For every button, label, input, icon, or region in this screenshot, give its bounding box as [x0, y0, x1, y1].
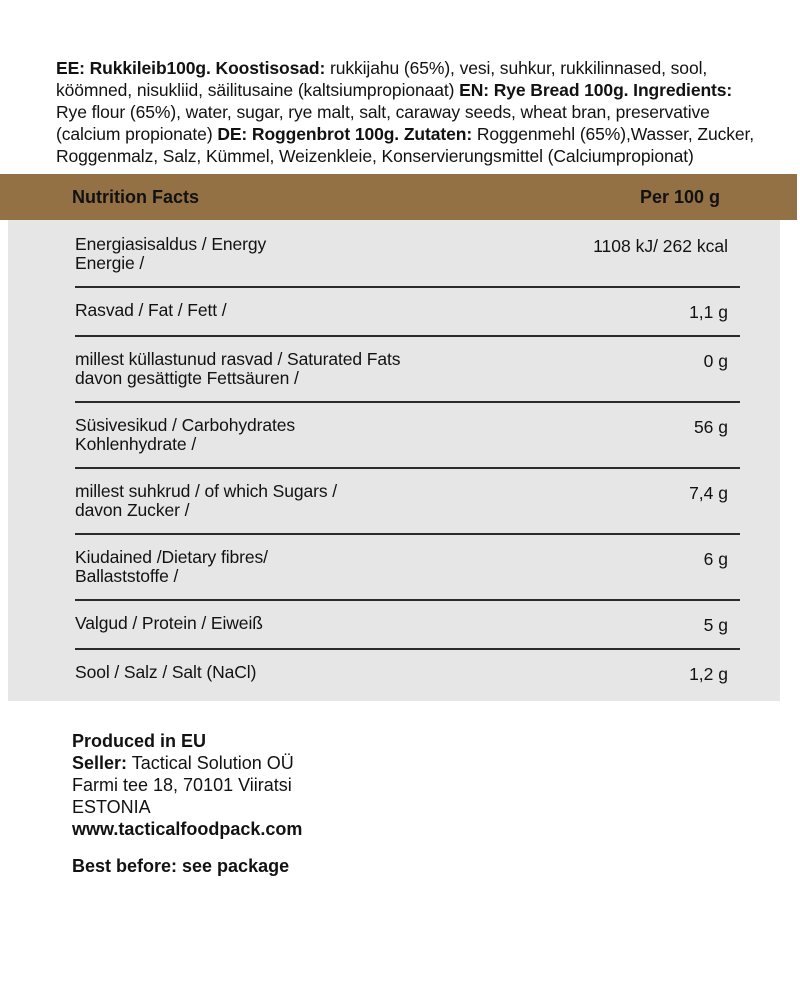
nutrient-label-line: davon Zucker / [75, 500, 190, 520]
nutrient-value: 0 g [703, 351, 728, 371]
nutrient-value: 1108 kJ/ 262 kcal [593, 236, 728, 256]
per-100g-label: Per 100 g [639, 186, 720, 207]
nutrient-label-line: Kiudained /Dietary fibres/ [75, 547, 268, 567]
footer-line-segment: Seller: [72, 753, 128, 773]
nutrient-label [75, 350, 400, 388]
nutrient-label-line: millest küllastunud rasvad / Saturated Fats [75, 349, 401, 369]
footer-line [72, 855, 800, 877]
nutrient-label [75, 548, 268, 586]
nutrient-label [75, 614, 263, 633]
nutrient-label [75, 663, 256, 682]
nutrient-label [75, 235, 266, 273]
ingredient-segment: Roggenmehl (65%),Wasser, Zucker, Roggenmalz, Salz, Kümmel, Weizenkleie, Konservierungsmittel (Calciumpropionat) [56, 124, 755, 166]
nutrient-value: 7,4 g [689, 483, 728, 503]
footer-line [72, 818, 800, 840]
nutrient-value: 5 g [703, 615, 728, 635]
table-row [75, 650, 740, 697]
footer-line [72, 730, 800, 752]
footer-line-segment: Best before: see package [72, 856, 290, 876]
table-row [75, 288, 740, 337]
nutrient-label-line: millest suhkrud / of which Sugars / [75, 481, 338, 501]
footer-line-segment: Tactical Solution OÜ [127, 753, 294, 773]
nutrient-label-line: Energie / [75, 253, 145, 273]
ingredient-segment: Rye flour (65%), water, sugar, rye malt, salt, caraway seeds, wheat bran, preservative (calcium propionate) [56, 102, 710, 144]
nutrient-label [75, 482, 337, 520]
table-row [75, 337, 740, 403]
nutrition-facts-title: Nutrition Facts [72, 186, 200, 207]
nutrient-label-line: Rasvad / Fat / Fett / [75, 300, 227, 320]
nutrition-facts-header-bar [0, 174, 797, 220]
footer-line-segment: ESTONIA [72, 797, 151, 817]
footer-line-segment: Produced in EU [72, 731, 207, 751]
nutrient-label [75, 301, 227, 320]
nutrient-label-line: Energiasisaldus / Energy [75, 234, 267, 254]
ingredient-segment: EN: Rye Bread 100g. Ingredients: [459, 80, 733, 100]
nutrient-label-line: davon gesättigte Fettsäuren / [75, 368, 299, 388]
nutrient-label-line: Valgud / Protein / Eiweiß [75, 613, 263, 633]
nutrient-value: 6 g [703, 549, 728, 569]
footer-line [72, 774, 800, 796]
nutrient-value: 1,1 g [689, 302, 728, 322]
nutrient-value: 56 g [693, 417, 728, 437]
ingredient-segment: EE: Rukkileib100g. Koostisosad: [56, 58, 326, 78]
nutrition-table [8, 220, 780, 701]
nutrient-label [75, 416, 295, 454]
table-row [75, 535, 740, 601]
table-row [75, 222, 740, 288]
nutrient-label-line: Sool / Salz / Salt (NaCl) [75, 662, 257, 682]
ingredient-segment: rukkijahu (65%), vesi, suhkur, rukkilinnased, sool, köömned, nisukliid, säilitusaine (kaltsiumpropionaat) [56, 58, 708, 100]
footer-line-segment: www.tacticalfoodpack.com [72, 819, 303, 839]
footer-line-segment: Farmi tee 18, 70101 Viiratsi [72, 775, 292, 795]
footer-info [0, 730, 800, 877]
nutrient-label-line: Kohlenhydrate / [75, 434, 197, 454]
ingredient-segment: DE: Roggenbrot 100g. Zutaten: [217, 124, 473, 144]
table-row [75, 601, 740, 650]
table-row [75, 403, 740, 469]
footer-line [72, 752, 800, 774]
ingredients-text [0, 0, 800, 167]
nutrient-value: 1,2 g [689, 664, 728, 684]
nutrient-label-line: Süsivesikud / Carbohydrates [75, 415, 296, 435]
table-row [75, 469, 740, 535]
nutrient-label-line: Ballaststoffe / [75, 566, 179, 586]
footer-line [72, 796, 800, 818]
